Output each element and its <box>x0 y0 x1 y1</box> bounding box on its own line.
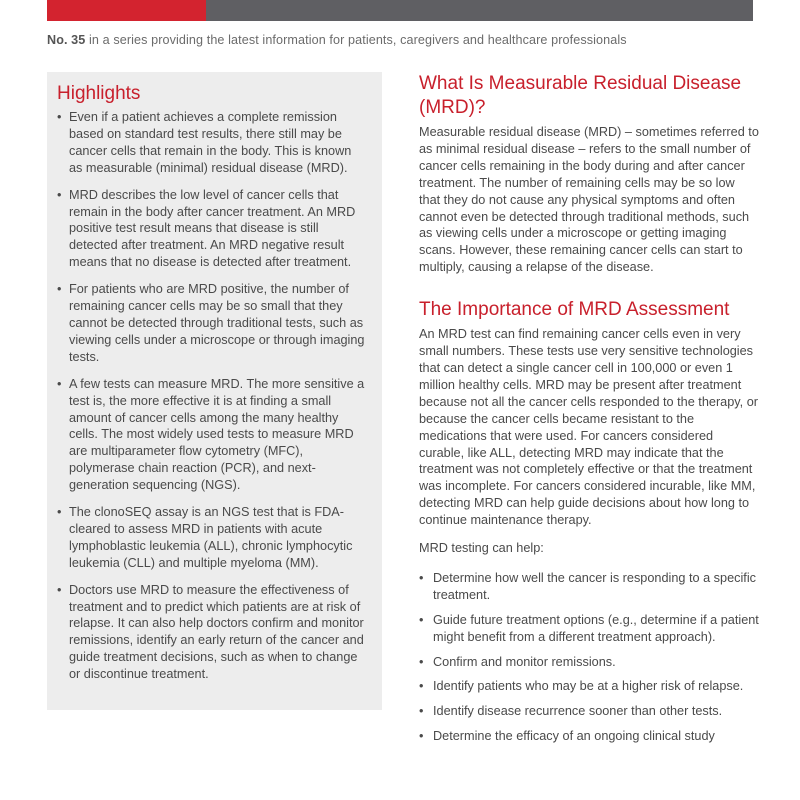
section-body-what-is-mrd: Measurable residual disease (MRD) – sometimes referred to as minimal residual disease – refers to the small number of cancer cells remaining in the body during and after cancer treatment. The number of remaining cells may be so low that they do not cause any physical symptoms and often cannot even be detected through traditional methods, such as viewing cells under a microscope or getting imaging scans. However, these remaining cancer cells can start to multiply, causing a relapse of the disease. <box>419 125 759 275</box>
bullet-icon: • <box>57 582 62 597</box>
highlight-item <box>57 187 367 272</box>
bullet-icon: • <box>419 612 424 627</box>
bullet-icon: • <box>57 376 62 391</box>
header-bar <box>206 0 753 21</box>
header-accent-bar <box>47 0 206 21</box>
bullet-icon: • <box>57 282 62 297</box>
series-text: in a series providing the latest information for patients, caregivers and healthcare professionals <box>89 33 627 47</box>
highlight-text: Even if a patient achieves a complete remission based on standard test results, there still may be cancer cells that remain in the body. This is known as measurable (minimal) residual disease (MRD). <box>69 110 352 175</box>
list-item <box>419 612 759 646</box>
highlights-box <box>47 72 382 710</box>
list-item-text: Guide future treatment options (e.g., determine if a patient might benefit from a different treatment approach). <box>433 612 759 644</box>
highlights-title: Highlights <box>57 83 141 104</box>
list-item <box>419 654 759 671</box>
bullet-icon: • <box>419 729 424 744</box>
highlight-item <box>57 109 367 177</box>
bullet-icon: • <box>419 570 424 585</box>
list-item-text: Determine the efficacy of an ongoing clinical study <box>433 729 715 744</box>
section-body-importance: An MRD test can find remaining cancer cells even in very small numbers. These tests use very sensitive technologies that can detect a single cancer cell in 100,000 or even 1 million healthy cells. MRD may be present after treatment because not all the cancer cells responded to the therapy, or because the cancer cells became resistant to the medications that were used. For cancers considered curable, like ALL, detecting MRD may indicate that the treatment was not completely effective or that the treatment was incomplete. For cancers considered incurable, like MM, detecting MRD can help guide decisions about how long to continue maintenance therapy. <box>419 327 759 528</box>
bullet-icon: • <box>419 654 424 669</box>
list-item-text: Determine how well the cancer is responding to a specific treatment. <box>433 570 756 602</box>
highlight-item <box>57 281 367 366</box>
highlight-text: The clonoSEQ assay is an NGS test that is FDA-cleared to assess MRD in patients with acute lymphoblastic leukemia (ALL), chronic lymphocytic leukemia (CLL) and multiple myeloma (MM). <box>69 505 353 570</box>
main-column <box>419 72 759 753</box>
bullet-icon: • <box>419 679 424 694</box>
list-item-text: Confirm and monitor remissions. <box>433 654 616 669</box>
mrd-testing-lead: MRD testing can help: <box>419 541 544 556</box>
list-item-text: Identify patients who may be at a higher risk of relapse. <box>433 679 744 694</box>
list-item <box>419 703 759 720</box>
highlight-item <box>57 376 367 494</box>
list-item <box>419 728 759 745</box>
series-line <box>47 33 767 47</box>
bullet-icon: • <box>419 704 424 719</box>
list-item <box>419 570 759 604</box>
bullet-icon: • <box>57 505 62 520</box>
highlight-item <box>57 504 367 572</box>
bullet-icon: • <box>57 110 62 124</box>
section-title-what-is-mrd: What Is Measurable Residual Disease (MRD)? <box>419 73 742 118</box>
highlight-text: Doctors use MRD to measure the effectiveness of treatment and to predict which patients are at risk of relapse. It can also help doctors confirm and monitor remissions, identify an early return of the cancer and guide treatment decisions, such as when to change or discontinue treatment. <box>69 582 364 682</box>
bullet-icon: • <box>57 187 62 202</box>
mrd-testing-list <box>419 570 759 745</box>
highlight-text: A few tests can measure MRD. The more sensitive a test is, the more effective it is at finding a small amount of cancer cells among the many healthy cells. The most widely used tests to measure MRD are multiparameter flow cytometry (MFC), polymerase chain reaction (PCR), and next-generation sequencing (NGS). <box>69 376 365 493</box>
section-title-importance: The Importance of MRD Assessment <box>419 299 730 321</box>
highlight-text: For patients who are MRD positive, the number of remaining cancer cells may be so small that they cannot be detected through traditional tests, such as viewing cells under a microscope or through imaging tests. <box>69 282 365 364</box>
highlight-item <box>57 582 367 683</box>
list-item-text: Identify disease recurrence sooner than other tests. <box>433 704 723 719</box>
highlights-list <box>57 109 367 683</box>
highlight-text: MRD describes the low level of cancer cells that remain in the body after cancer treatment. An MRD positive test result means that disease is still detected after treatment. An MRD negative result means that no disease is detected after treatment. <box>69 187 356 270</box>
list-item <box>419 678 759 695</box>
series-number: No. 35 <box>47 33 86 47</box>
